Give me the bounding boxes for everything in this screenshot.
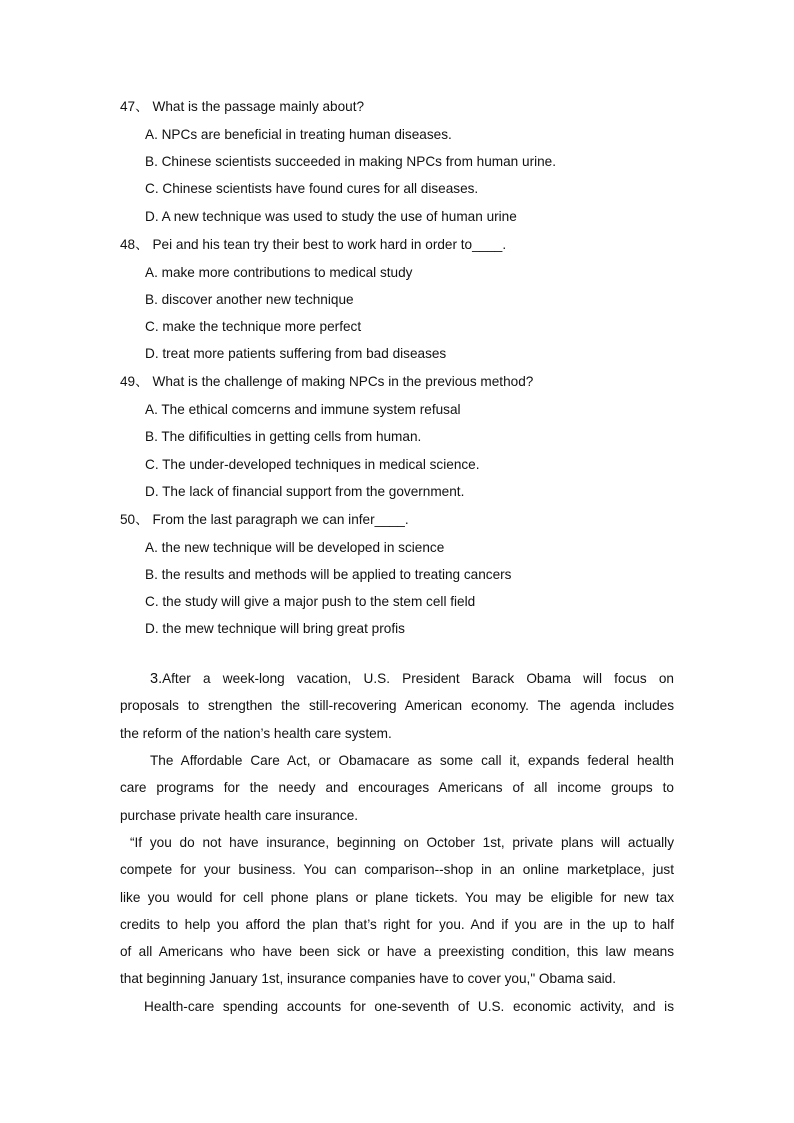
passage-line: Health-care spending accounts for one-seventh of U.S. economic activity, and is xyxy=(144,999,674,1014)
question-49-option-b: B. The difificulties in getting cells from human. xyxy=(145,429,422,444)
question-49-option-a: A. The ethical comcerns and immune system refusal xyxy=(145,402,461,417)
question-50-option-d: D. the mew technique will bring great profis xyxy=(145,621,405,636)
question-50-stem: 50、 From the last paragraph we can infer____. xyxy=(120,512,409,527)
passage-line: purchase private health care insurance. xyxy=(120,807,359,823)
passage-paragraph-3 xyxy=(120,829,674,993)
question-48-option-c: C. make the technique more perfect xyxy=(145,319,362,334)
passage-line: compete for your business. You can comparison--shop in an online marketplace, just xyxy=(120,862,674,878)
question-49-option-d: D. The lack of financial support from the government. xyxy=(145,484,465,499)
question-47-option-b: B. Chinese scientists succeeded in making NPCs from human urine. xyxy=(145,154,557,169)
passage-line: like you would for cell phone plans or plane tickets. You may be eligible for new tax xyxy=(120,889,674,905)
passage-number: 3. xyxy=(150,671,163,687)
question-47-option-d: D. A new technique was used to study the use of human urine xyxy=(145,209,517,224)
question-47-stem: 47、 What is the passage mainly about? xyxy=(120,99,365,114)
passage-line: of all Americans who have been sick or have a preexisting condition, this law means xyxy=(120,944,674,960)
question-50-option-b: B. the results and methods will be applied to treating cancers xyxy=(145,567,512,582)
question-47-option-a: A. NPCs are beneficial in treating human diseases. xyxy=(145,127,452,142)
question-50-option-a: A. the new technique will be developed in science xyxy=(145,540,445,555)
question-48-stem: 48、 Pei and his tean try their best to work hard in order to____. xyxy=(120,237,507,252)
question-47-option-c: C. Chinese scientists have found cures for all diseases. xyxy=(145,181,479,196)
passage-line: “If you do not have insurance, beginning on October 1st, private plans will actually xyxy=(130,835,674,850)
passage-paragraph-1 xyxy=(120,665,674,747)
question-49-option-c: C. The under-developed techniques in medical science. xyxy=(145,457,480,472)
question-49-stem: 49、 What is the challenge of making NPCs in the previous method? xyxy=(120,374,534,389)
passage-line: 3.After a week-long vacation, U.S. President Barack Obama will focus on xyxy=(150,671,674,687)
passage-line: The Affordable Care Act, or Obamacare as some call it, expands federal health xyxy=(150,753,674,768)
passage-line: the reform of the nation’s health care system. xyxy=(120,725,392,741)
question-48-option-a: A. make more contributions to medical study xyxy=(145,265,413,280)
passage-line: care programs for the needy and encourages Americans of all income groups to xyxy=(120,780,674,796)
passage-paragraph-4 xyxy=(120,993,674,1020)
passage-line: that beginning January 1st, insurance companies have to cover you," Obama said. xyxy=(120,971,616,987)
question-48-option-b: B. discover another new technique xyxy=(145,292,354,307)
question-48-option-d: D. treat more patients suffering from bad diseases xyxy=(145,346,447,361)
passage-line: credits to help you afford the plan that’s right for you. And if you are in the up to half xyxy=(120,916,674,932)
question-50-option-c: C. the study will give a major push to the stem cell field xyxy=(145,594,476,609)
passage-line: proposals to strengthen the still-recovering American economy. The agenda includes xyxy=(120,698,674,714)
passage-paragraph-2 xyxy=(120,747,674,829)
